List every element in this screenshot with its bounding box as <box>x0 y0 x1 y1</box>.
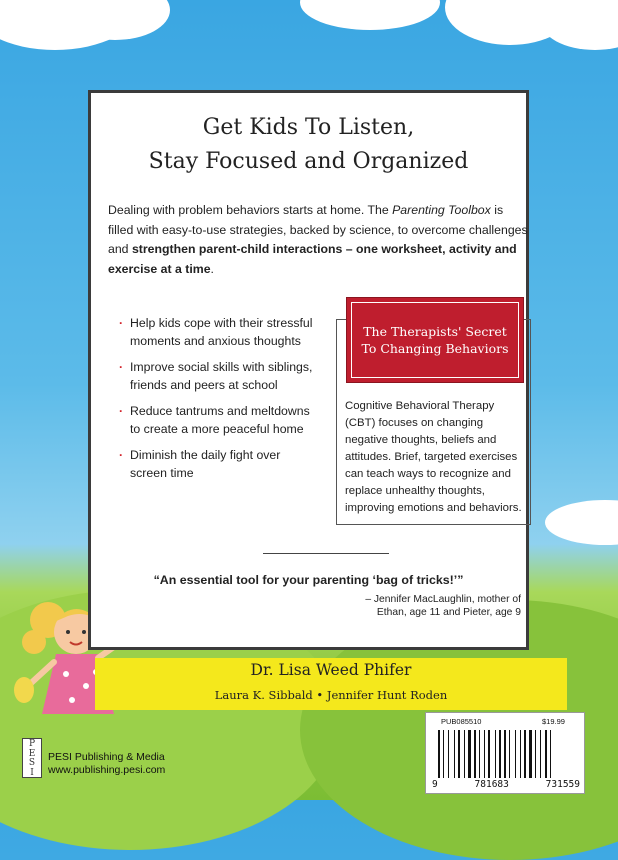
cloud <box>540 0 618 50</box>
bullet-icon: · <box>119 360 124 374</box>
cloud <box>300 0 440 30</box>
headline-line-2: Stay Focused and Organized <box>148 149 469 174</box>
intro-paragraph: Dealing with problem behaviors starts at home. The Parenting Toolbox is filled with easy-to-use strategies, backed by science, to overcome challenges and strengthen parent-child interactions – one worksheet, activity and exercise at a time. <box>108 203 528 276</box>
list-item: · Reduce tantrums and meltdowns to create a more peaceful home <box>119 404 310 436</box>
barcode-price: $19.99 <box>542 717 565 726</box>
divider <box>263 553 389 554</box>
testimonial-quote: “An essential tool for your parenting ‘bag of tricks!’” <box>153 573 464 587</box>
list-item: · Improve social skills with siblings, friends and peers at school <box>119 360 313 392</box>
sidebar-text: Cognitive Behavioral Therapy (CBT) focuses on changing negative thoughts, beliefs and attitudes. Brief, targeted exercises can teach ways to recognize and replace unhealthy thoughts, improving emotions and behaviors. <box>345 400 522 514</box>
headline-line-1: Get Kids To Listen, <box>202 115 415 140</box>
list-item: · Help kids cope with their stressful moments and anxious thoughts <box>119 316 313 348</box>
intro-bold: strengthen parent-child interactions – one worksheet, activity and exercise at a time <box>108 242 517 276</box>
back-cover-panel <box>88 90 529 650</box>
bullet-icon: · <box>119 448 124 462</box>
barcode-icon <box>438 730 574 778</box>
cloud <box>545 500 618 545</box>
book-title: Parenting Toolbox <box>392 203 491 217</box>
lead-author: Dr. Lisa Weed Phifer <box>250 661 412 679</box>
benefits-list <box>118 315 318 491</box>
barcode-box <box>425 712 585 794</box>
publisher-name: PESI Publishing & Media <box>48 751 165 763</box>
bullet-icon: · <box>119 404 124 418</box>
list-item: · Diminish the daily fight over screen time <box>119 448 281 480</box>
author-band <box>95 658 567 710</box>
barcode-digits: 9 781683 731559 <box>432 779 580 790</box>
barcode-sku: PUB085510 <box>441 717 482 726</box>
publisher-url: www.publishing.pesi.com <box>48 764 166 776</box>
sidebar-title-box <box>346 297 524 383</box>
bullet-icon: · <box>119 316 124 330</box>
pesi-logo-icon: P E S I <box>22 738 42 778</box>
sidebar-title: The Therapists' Secret To Changing Behaviors <box>351 302 519 378</box>
testimonial-attribution: – Jennifer MacLaughlin, mother of Ethan, age 11 and Pieter, age 9 <box>365 594 521 618</box>
co-authors: Laura K. Sibbald • Jennifer Hunt Roden <box>214 688 448 702</box>
